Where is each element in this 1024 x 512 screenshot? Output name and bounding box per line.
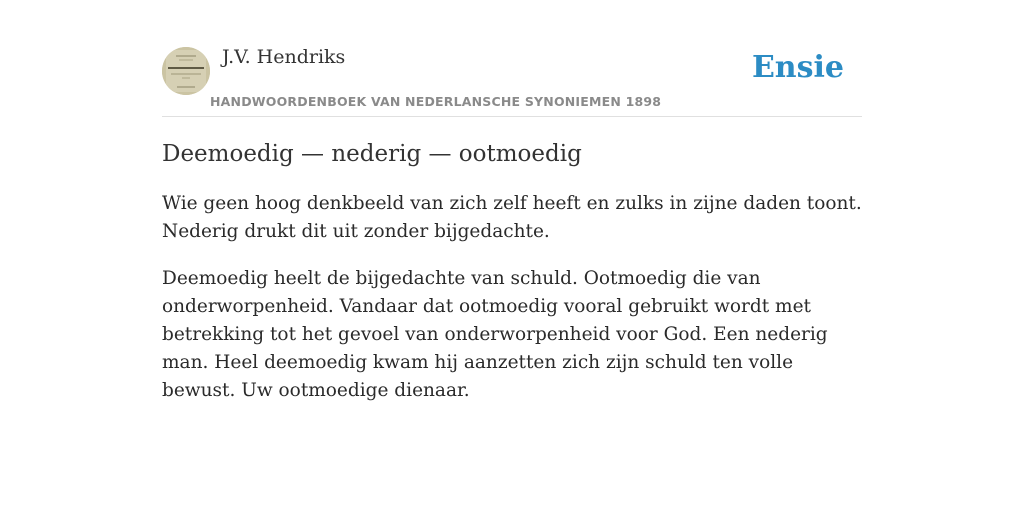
book-cover-icon [162,47,210,95]
entry-card [162,0,862,405]
entry-paragraph: Wie geen hoog denkbeeld van zich zelf heeft en zulks in zijne daden toont. Nederig drukt dit uit zonder bijgedachte. [162,193,862,242]
book-cover-avatar[interactable] [162,47,210,95]
entry-paragraph: Deemoedig heelt de bijgedachte van schuld. Ootmoedig die van onderworpenheid. Vandaar dat ootmoedig vooral gebruikt wordt met betrekking tot het gevoel van onderworpenheid voor God. Een nederig man. Heel deemoedig kwam hij aanzetten zich zijn schuld ten volle bewust. Uw ootmoedige dienaar. [162,268,828,401]
ensie-logo-link[interactable]: Ensie [751,50,844,85]
source-title[interactable]: HANDWOORDENBOEK VAN NEDERLANSCHE SYNONIEMEN 1898 [210,94,662,109]
entry-title: Deemoedig — nederig — ootmoedig [162,141,582,167]
author-name[interactable]: J.V. Hendriks [222,46,346,68]
entry-header [162,0,862,117]
